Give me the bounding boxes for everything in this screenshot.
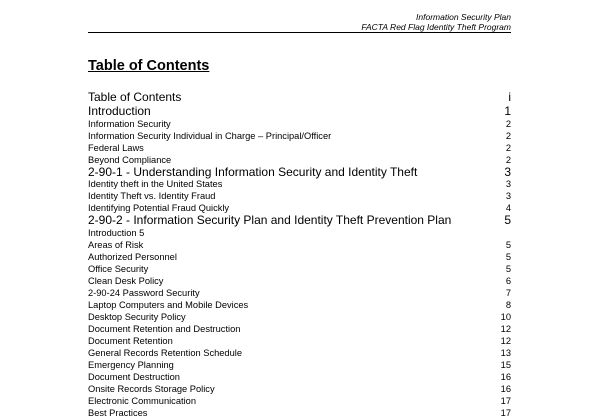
toc-entry[interactable] [88,190,511,202]
toc-entry[interactable] [88,130,511,142]
header-line-2: FACTA Red Flag Identity Theft Program [361,22,511,32]
toc-entry-page-number: 1 [504,104,511,118]
toc-entry-page-number: 3 [504,164,511,179]
toc-entry-page-number: 3 [505,179,511,189]
toc-entry[interactable] [88,359,511,371]
toc-entry-page-number: 2 [505,154,511,165]
header-divider [88,32,511,33]
toc-entry[interactable] [88,311,511,323]
toc-entry[interactable] [88,383,511,395]
toc-entry-page-number: 16 [500,371,511,382]
toc-entry-label: Beyond Compliance [88,154,172,165]
toc-entry-label: 2-90-1 - Understanding Information Security and Identity Theft [88,164,418,179]
toc-entry-page-number: 5 [505,239,511,250]
toc-entry-label: Clean Desk Policy [88,275,164,286]
toc-entry[interactable] [88,178,511,190]
toc-entry-page-number: 5 [504,213,511,227]
toc-entry-label: Areas of Risk [88,239,144,250]
toc-entry[interactable] [88,251,511,263]
toc-entry-page-number: 5 [505,251,511,262]
toc-entry[interactable] [88,407,511,418]
toc-entry-label: Emergency Planning [88,359,174,370]
toc-entry-label: Authorized Personnel [88,251,177,262]
table-of-contents [88,90,511,418]
toc-entry[interactable] [88,323,511,335]
toc-entry[interactable] [88,166,511,179]
toc-entry-page-number: 2 [505,130,511,141]
toc-entry-label: General Records Retention Schedule [88,347,243,358]
toc-entry-label: Electronic Communication [88,395,196,406]
toc-entry-label: Desktop Security Policy [88,311,186,322]
toc-entry[interactable] [88,239,511,251]
toc-entry[interactable] [88,275,511,287]
toc-entry-label: Document Retention and Destruction [88,323,241,334]
toc-entry-label: Information Security [88,118,171,129]
toc-entry-label: Document Destruction [88,371,180,382]
toc-entry[interactable] [88,90,511,105]
toc-entry-label: Laptop Computers and Mobile Devices [88,299,249,310]
toc-entry-page-number: 2 [505,118,511,129]
toc-entry-page-number: 17 [500,407,511,418]
toc-entry-page-number: 12 [500,335,511,346]
toc-entry-label: Office Security [88,263,149,274]
toc-entry-page-number: 15 [500,359,511,370]
toc-entry[interactable] [88,214,511,227]
toc-entry-label: Introduction [88,104,151,118]
toc-entry[interactable] [88,118,511,130]
toc-entry-label: Document Retention [88,335,173,346]
toc-entry[interactable] [88,227,511,239]
toc-entry[interactable] [88,287,511,299]
toc-entry[interactable] [88,105,511,118]
toc-entry-page-number: 13 [500,347,511,358]
toc-entry-label: Introduction 5 [88,227,145,238]
toc-entry-page-number: 16 [500,383,511,394]
toc-entry[interactable] [88,335,511,347]
toc-entry[interactable] [88,263,511,275]
toc-entry[interactable] [88,371,511,383]
toc-entry[interactable] [88,299,511,311]
toc-entry-label: 2-90-24 Password Security [88,287,200,298]
toc-entry[interactable] [88,154,511,166]
toc-entry-page-number: 4 [505,203,511,213]
toc-entry[interactable] [88,395,511,407]
running-header [361,12,511,32]
header-line-1: Information Security Plan [416,12,511,22]
toc-entry-label: Identity Theft vs. Identity Fraud [88,191,216,201]
toc-entry-page-number: 5 [505,263,511,274]
toc-entry-label: Identity theft in the United States [88,179,223,189]
toc-entry-page-number: i [508,90,511,104]
toc-entry-label: 2-90-2 - Information Security Plan and Identity Theft Prevention Plan [88,213,452,227]
toc-entry-label: Federal Laws [88,142,144,153]
toc-entry-label: Table of Contents [88,90,182,104]
toc-entry-label: Information Security Individual in Charge – Principal/Officer [88,130,332,141]
toc-entry-page-number: 6 [505,275,511,286]
toc-entry-page-number: 8 [505,299,511,310]
toc-entry-page-number: 7 [505,287,511,298]
toc-entry-label: Identifying Potential Fraud Quickly [88,203,230,213]
toc-entry-label: Onsite Records Storage Policy [88,383,215,394]
toc-entry-page-number: 17 [500,395,511,406]
toc-entry-page-number: 3 [505,191,511,201]
toc-entry[interactable] [88,142,511,154]
page-title: Table of Contents [88,58,210,74]
toc-entry-page-number: 10 [500,311,511,322]
toc-entry-page-number: 12 [500,323,511,334]
toc-entry-label: Best Practices [88,407,148,418]
toc-entry-page-number: 2 [505,142,511,153]
toc-entry[interactable] [88,347,511,359]
